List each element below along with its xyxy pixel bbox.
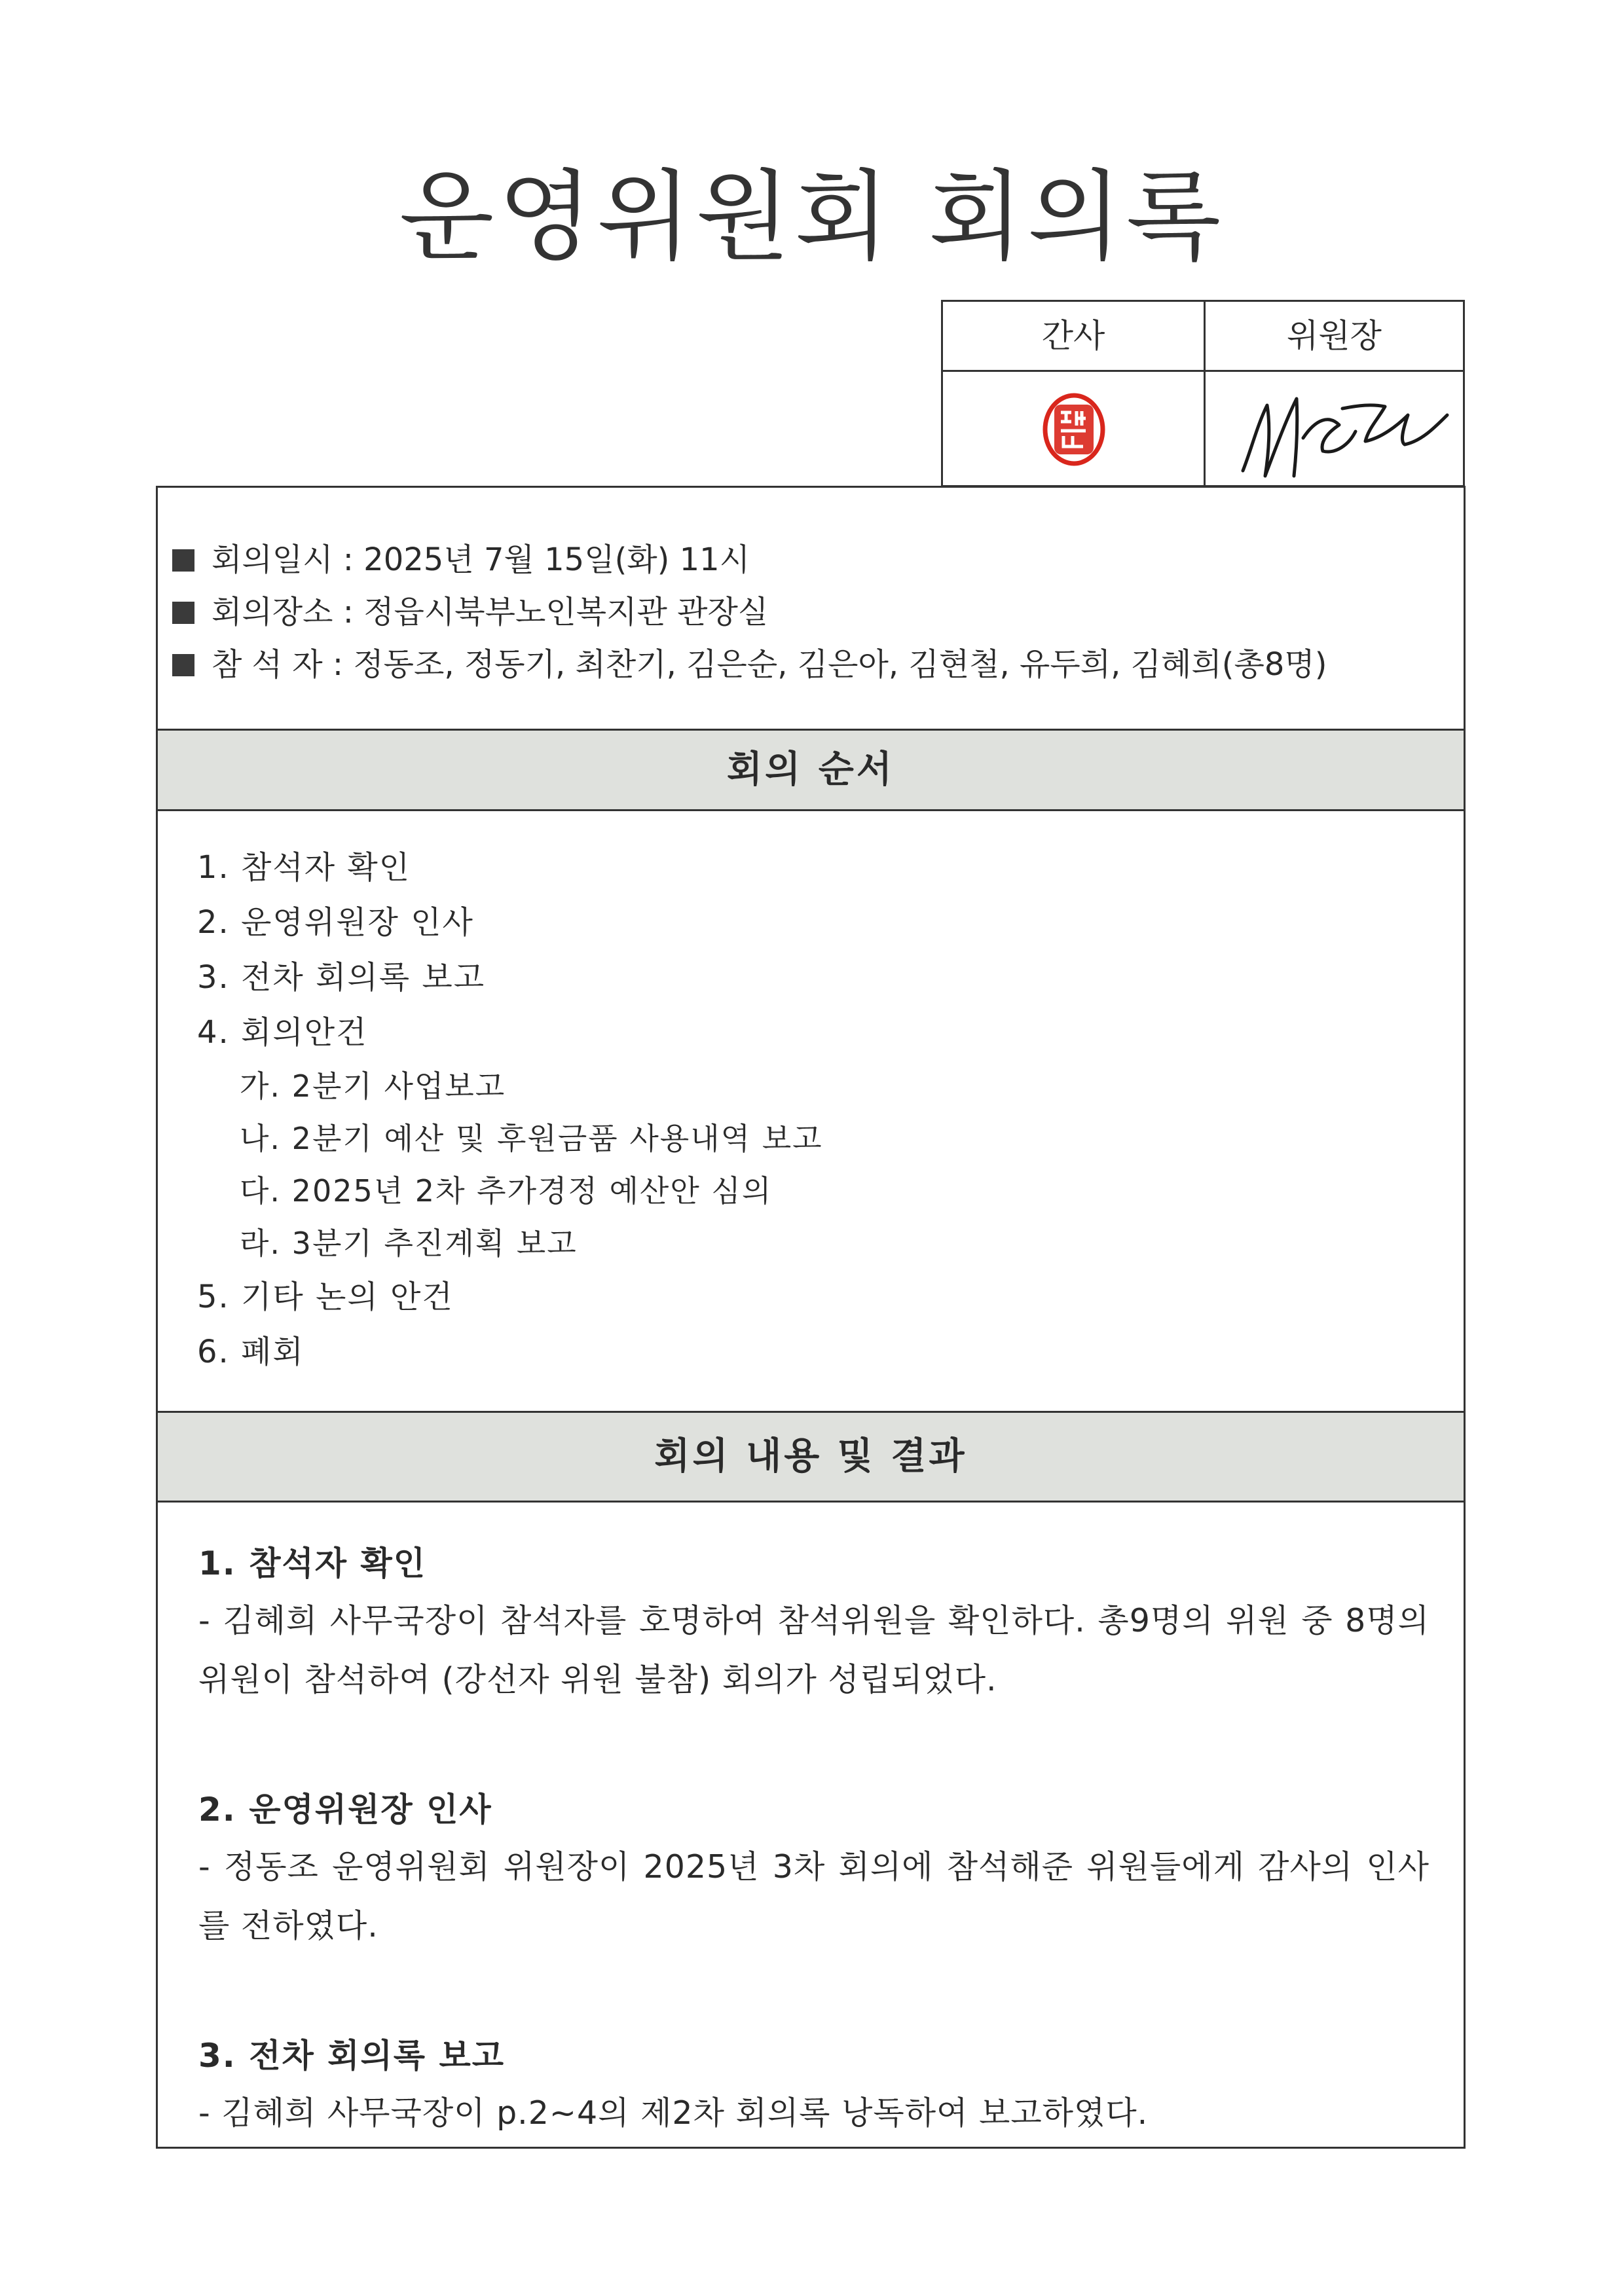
info-label: 회의장소 bbox=[212, 594, 333, 630]
info-row-datetime: 회의일시 : 2025년 7월 15일(화) 11시 bbox=[172, 534, 1327, 586]
content-section-body: - 김혜희 사무국장이 p.2~4의 제2차 회의록 낭독하여 보고하였다. bbox=[198, 2094, 1149, 2132]
minutes-frame bbox=[156, 486, 1466, 2149]
info-value: 정동조, 정동기, 최찬기, 김은순, 김은아, 김현철, 유두희, 김혜희(총8명) bbox=[353, 646, 1327, 683]
info-value: 정읍시북부노인복지관 관장실 bbox=[363, 594, 769, 630]
document-title: 운영위원회 회의록 bbox=[399, 160, 1225, 274]
agenda-item: 6. 폐회 bbox=[197, 1334, 304, 1370]
info-value: 2025년 7월 15일(화) 11시 bbox=[363, 541, 750, 578]
content-section-title: 3. 전차 회의록 보고 bbox=[198, 2037, 506, 2075]
square-bullet-icon bbox=[172, 602, 194, 624]
agenda-item: 5. 기타 논의 안건 bbox=[197, 1279, 454, 1315]
chair-signature-icon bbox=[1231, 379, 1454, 481]
info-row-attendees: 참 석 자 : 정동조, 정동기, 최찬기, 김은순, 김은아, 김현철, 유두희, 김혜희(총8명) bbox=[172, 638, 1327, 691]
agenda-item: 1. 참석자 확인 bbox=[197, 849, 411, 886]
info-label: 참 석 자 bbox=[212, 646, 323, 683]
section-heading-order: 회의 순서 bbox=[158, 729, 1464, 811]
meeting-content bbox=[198, 1535, 1430, 2143]
agenda-sub-item: 가. 2분기 사업보고 bbox=[240, 1068, 506, 1104]
content-section-body: - 김혜희 사무국장이 참석자를 호명하여 참석위원을 확인하다. 총9명의 위원 중 8명의 위원이 참석하여 (강선자 위원 불참) 회의가 성립되었다. bbox=[198, 1602, 1430, 1698]
agenda-item: 3. 전차 회의록 보고 bbox=[197, 959, 486, 996]
meeting-info bbox=[172, 534, 1327, 691]
square-bullet-icon bbox=[172, 549, 194, 572]
agenda-item: 4. 회의안건 bbox=[197, 1014, 368, 1051]
info-label: 회의일시 bbox=[212, 541, 333, 578]
square-bullet-icon bbox=[172, 654, 194, 676]
content-section-body: - 정동조 운영위원회 위원장이 2025년 3차 회의에 참석해준 위원들에게 감사의 인사를 전하였다. bbox=[198, 1848, 1430, 1944]
section-heading-content: 회의 내용 및 결과 bbox=[158, 1411, 1464, 1503]
info-row-place: 회의장소 : 정읍시북부노인복지관 관장실 bbox=[172, 586, 1327, 638]
content-section-title: 2. 운영위원장 인사 bbox=[198, 1791, 492, 1829]
approval-label-chair: 위원장 bbox=[1287, 317, 1382, 355]
approval-divider-horizontal bbox=[943, 370, 1463, 372]
approval-label-secretary: 간사 bbox=[1041, 317, 1105, 355]
agenda-sub-item: 나. 2분기 예산 및 후원금품 사용내역 보고 bbox=[240, 1121, 823, 1156]
content-section-title: 1. 참석자 확인 bbox=[198, 1544, 427, 1582]
agenda-sub-item: 라. 3분기 추진계획 보고 bbox=[240, 1226, 578, 1261]
agenda-item: 2. 운영위원장 인사 bbox=[197, 904, 474, 941]
agenda-list bbox=[197, 840, 823, 1379]
agenda-sub-item: 다. 2025년 2차 추가경정 예산안 심의 bbox=[240, 1173, 773, 1209]
approval-box bbox=[941, 300, 1465, 487]
seal-stamp-icon bbox=[1035, 390, 1113, 469]
